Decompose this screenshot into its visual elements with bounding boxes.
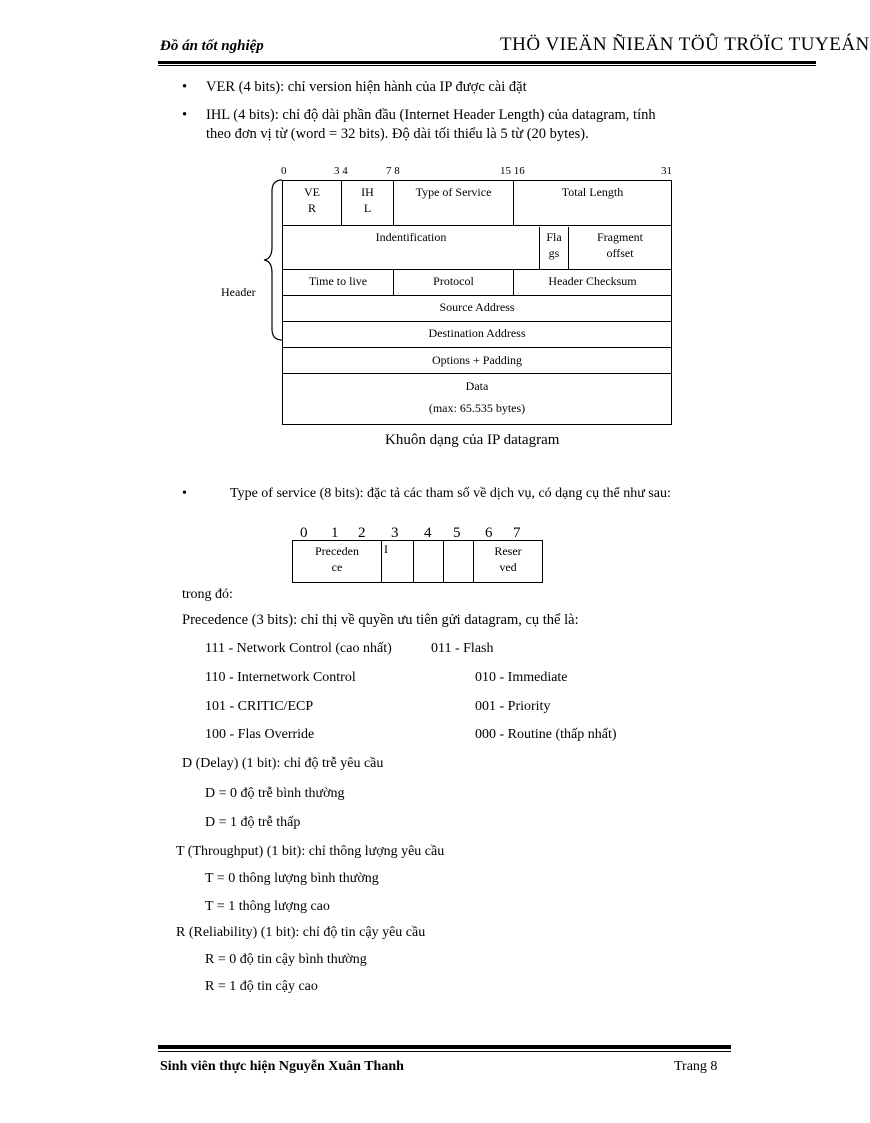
tos-reserved-line-1: Reser	[494, 544, 522, 558]
cell-data-max: (max: 65.535 bytes)	[428, 401, 526, 415]
bullet-ihl	[182, 107, 656, 124]
prec-row-3-right: 001 - Priority	[475, 699, 551, 714]
cell-source-address: Source Address	[283, 295, 671, 321]
trong-do: trong đó:	[182, 587, 233, 602]
cell-total-length: Total Length	[561, 185, 624, 199]
cell-header-checksum: Header Checksum	[514, 269, 671, 295]
tos-bullet	[182, 486, 671, 502]
header-left-title: Đồ án tốt nghiệp	[160, 38, 264, 54]
tos-precedence-line-1: Preceden	[315, 544, 359, 558]
cell-ihl-line-2: L	[363, 201, 372, 215]
tos-precedence-line-2: ce	[331, 560, 343, 574]
tos-cell-precedence	[293, 541, 382, 582]
tos-bit-2: 2	[358, 525, 366, 541]
tos-table	[292, 540, 543, 583]
cell-ver-line-2: R	[307, 201, 316, 215]
tos-bit-6: 6	[485, 525, 493, 541]
cell-ihl-line-1: IH	[361, 185, 374, 199]
bullet-dot-icon: •	[182, 107, 188, 123]
throughput-title: T (Throughput) (1 bit): chỉ thông lượng yêu cầu	[176, 844, 445, 859]
bit-label-15-16: 15 16	[500, 165, 525, 177]
prec-row-4-right: 000 - Routine (thấp nhất)	[475, 727, 617, 742]
bit-label-0: 0	[281, 165, 287, 177]
delay-title: D (Delay) (1 bit): chỉ độ trễ yêu cầu	[182, 756, 384, 771]
header-rule-thin	[158, 65, 816, 66]
cell-protocol: Protocol	[394, 269, 514, 295]
footer-page-number: Trang 8	[674, 1059, 718, 1074]
delay-1: D = 1 độ trễ thấp	[205, 815, 301, 830]
prec-row-4-left: 100 - Flas Override	[205, 727, 315, 742]
tos-bit-7: 7	[513, 525, 521, 541]
footer-author: Sinh viên thực hiện Nguyễn Xuân Thanh	[160, 1059, 404, 1074]
cell-type-of-service: Type of Service	[394, 181, 514, 225]
ip-datagram-table	[282, 180, 672, 425]
cell-flags	[540, 227, 569, 269]
bullet-dot-icon: •	[182, 486, 187, 501]
bullet-ihl-text-1: IHL (4 bits): chỉ độ dài phần đầu (Internet Header Length) của datagram, tính	[206, 107, 656, 123]
tos-bit-0: 0	[300, 525, 308, 541]
cell-options-padding: Options + Padding	[283, 347, 671, 373]
cell-flags-line-1: Fla	[546, 230, 562, 244]
header-label: Header	[221, 285, 256, 299]
cell-flags-line-2: gs	[548, 246, 560, 260]
header-right-title: THÖ VIEÄN ÑIEÄN TÖÛ TRÖÏC TUYEÁN	[500, 34, 870, 55]
header-brace-icon	[262, 179, 284, 341]
bullet-ihl-text-2: theo đơn vị từ (word = 32 bits). Độ dài tối thiểu là 5 từ (20 bytes).	[206, 126, 589, 142]
cell-ver-line-1: VE	[304, 185, 320, 199]
bullet-ver-text: VER (4 bits): chỉ version hiện hành của IP được cài đặt	[206, 79, 527, 95]
tos-bit-4: 4	[424, 525, 432, 541]
header-rule-thick	[158, 61, 816, 64]
cell-fragment-line-1: Fragment	[597, 230, 643, 244]
tos-cell-reserved	[474, 541, 542, 582]
precedence-title: Precedence (3 bits): chỉ thị về quyền ưu tiên gửi datagram, cụ thể là:	[182, 612, 579, 628]
bullet-dot-icon: •	[182, 79, 188, 95]
bit-label-3-4: 3 4	[334, 165, 348, 177]
prec-row-3-left: 101 - CRITIC/ECP	[205, 699, 314, 714]
prec-row-2-left: 110 - Internetwork Control	[205, 670, 356, 685]
bullet-ver	[182, 79, 527, 96]
footer-rule-thick	[158, 1045, 731, 1049]
prec-row-2-right: 010 - Immediate	[475, 670, 568, 685]
delay-0: D = 0 độ trễ bình thường	[205, 786, 345, 801]
tos-bit-1: 1	[331, 525, 339, 541]
cell-fragment-offset	[569, 227, 671, 269]
tos-intro-text: Type of service (8 bits): đặc tả các tham số về dịch vụ, có dạng cụ thể như sau:	[230, 486, 671, 501]
prec-row-1-right: 011 - Flash	[431, 641, 494, 656]
cell-ver	[283, 181, 342, 225]
tos-cell-d	[382, 541, 414, 582]
tos-reserved-line-2: ved	[499, 560, 517, 574]
reliability-0: R = 0 độ tin cậy bình thường	[205, 952, 367, 967]
cell-identification: Indentification	[283, 227, 540, 269]
throughput-1: T = 1 thông lượng cao	[205, 899, 330, 914]
tos-cell-t	[414, 541, 444, 582]
reliability-1: R = 1 độ tin cậy cao	[205, 979, 318, 994]
reliability-title: R (Reliability) (1 bit): chỉ độ tin cậy yêu cầu	[176, 925, 426, 940]
tos-bit-5: 5	[453, 525, 461, 541]
footer-rule-thin	[158, 1051, 731, 1052]
tos-bit-3: 3	[391, 525, 399, 541]
prec-row-1-left: 111 - Network Control (cao nhất)	[205, 641, 392, 656]
cell-time-to-live: Time to live	[283, 269, 394, 295]
cell-fragment-line-2: offset	[606, 246, 634, 260]
cell-destination-address: Destination Address	[283, 321, 671, 347]
cell-data	[283, 373, 671, 424]
diagram-caption: Khuôn dạng của IP datagram	[385, 432, 560, 448]
bit-label-7-8: 7 8	[386, 165, 400, 177]
cell-ihl	[342, 181, 394, 225]
tos-cell-r	[444, 541, 474, 582]
bit-label-31: 31	[661, 165, 672, 177]
tos-cell-d-mark: I	[384, 542, 388, 556]
cell-data-label: Data	[465, 379, 489, 393]
throughput-0: T = 0 thông lượng bình thường	[205, 871, 379, 886]
